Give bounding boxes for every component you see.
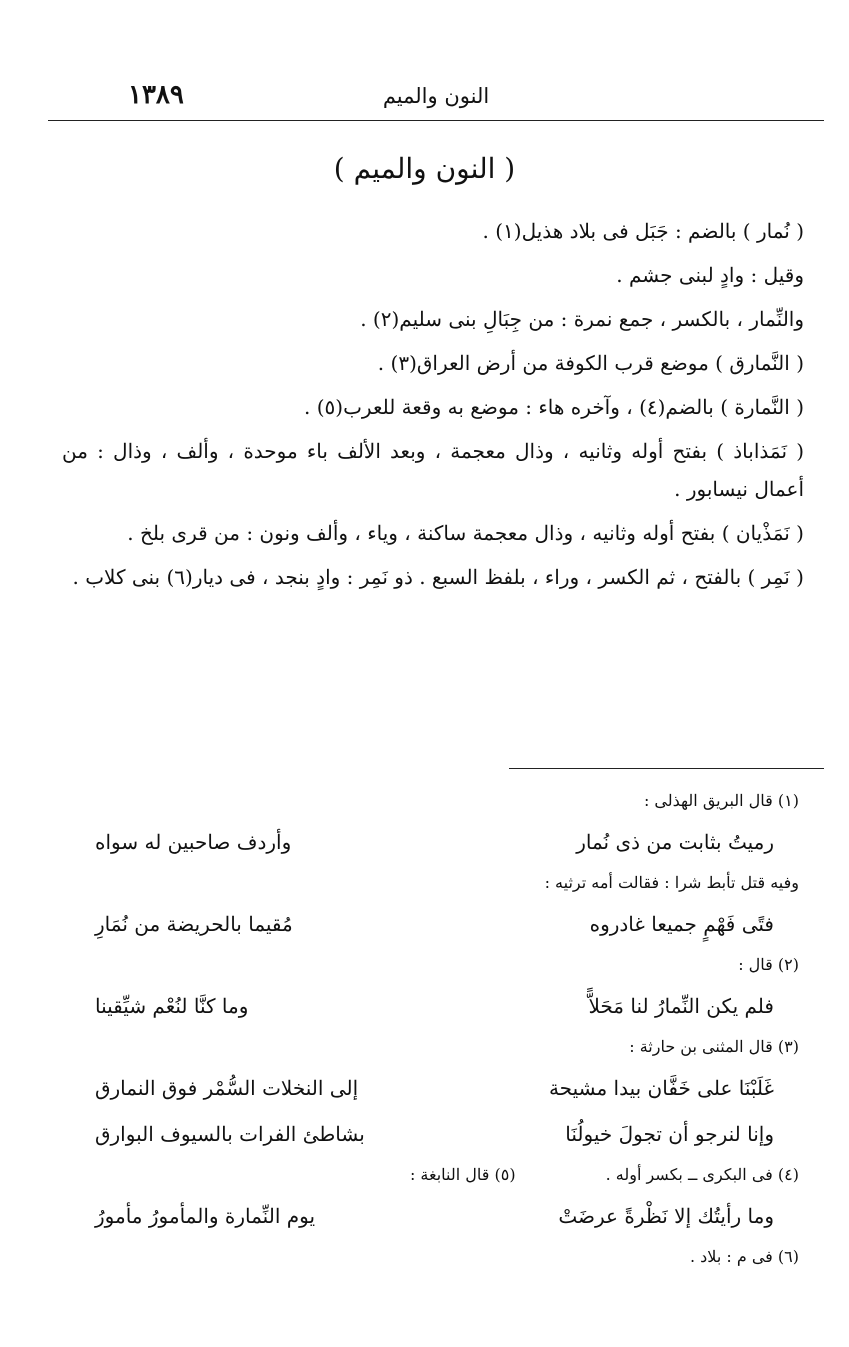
footnote-4: (٤) فى البكرى ــ بكسر أوله . xyxy=(605,1165,799,1184)
section-title: ( النون والميم ) xyxy=(333,152,516,185)
verse-hemistich: وما كنَّا لنُعْم شيِّقينا xyxy=(95,994,249,1018)
footnote-4-5-line xyxy=(90,1160,799,1190)
entry-numara: ( النَّمارة ) بالضم(٤) ، وآخره هاء : موضع به وقعة للعرب(٥) . xyxy=(304,395,804,419)
footnote-1-mid: وفيه قتل تأبط شرا : فقالت أمه ترثيه : xyxy=(544,873,799,892)
footnote-6: (٦) فى م : بلاد . xyxy=(689,1247,799,1266)
entry-nimar: والنِّمار ، بالكسر ، جمع نمرة : من جِبَالِ بنى سليم(٢) . xyxy=(360,307,804,331)
verse-hemistich: رميتُ بثابت من ذى نُمار xyxy=(576,830,774,854)
verse-hemistich: يوم النِّمارة والمأمورُ مأمورُ xyxy=(95,1204,316,1228)
verse-line xyxy=(90,1196,799,1236)
verse-hemistich: مُقيما بالحريضة من نُمَارِ xyxy=(95,912,293,936)
verse-line xyxy=(90,822,799,862)
verse-hemistich: غَلَبْنَا على خَفَّان بيدا مشيحة xyxy=(548,1076,774,1100)
footnote-rule xyxy=(509,768,824,769)
verse-line xyxy=(90,904,799,944)
running-title: النون والميم xyxy=(382,84,490,108)
page-header xyxy=(48,78,824,122)
verse-hemistich: إلى النخلات السُّمْر فوق النمارق xyxy=(95,1076,359,1100)
header-rule xyxy=(48,120,824,121)
verse-hemistich: بشاطئ الفرات بالسيوف البوارق xyxy=(95,1122,365,1146)
entry-namir: ( نَمِر ) بالفتح ، ثم الكسر ، وراء ، بلفظ السبع . ذو نَمِر : وادٍ بنجد ، فى ديار(٦) بنى كلاب . xyxy=(72,565,804,589)
entry-namadhyan: ( نَمَذْيان ) بفتح أوله وثانيه ، وذال معجمة ساكنة ، وياء ، وألف ونون : من قرى بلخ . xyxy=(127,521,804,545)
footnote-2-head: (٢) قال : xyxy=(738,955,799,974)
verse-hemistich: فلم يكن النِّمارُ لنا مَحَلاًّ xyxy=(588,994,774,1018)
entry-namadhabadh: ( نَمَذاباذ ) بفتح أوله وثانيه ، وذال معجمة ، وبعد الألف باء موحدة ، وألف ، وذال : من أعمال نيسابور . xyxy=(62,439,804,501)
verse-line xyxy=(90,1068,799,1108)
entries-body xyxy=(62,212,804,602)
entry-namariq: ( النَّمارق ) موضع قرب الكوفة من أرض العراق(٣) . xyxy=(377,351,804,375)
verse-hemistich: وأردف صاحبين له سواه xyxy=(95,830,292,854)
verse-hemistich: وإنا لنرجو أن تجولَ خيولُنَا xyxy=(565,1122,774,1146)
footnote-5-head: (٥) قال النابغة : xyxy=(409,1165,516,1184)
entry-numar: ( نُمار ) بالضم : جَبَل فى بلاد هذيل(١) . xyxy=(482,219,804,243)
verse-line xyxy=(90,1114,799,1154)
verse-line xyxy=(90,986,799,1026)
verse-hemistich: فتًى فَهْمٍ جميعا غادروه xyxy=(589,912,774,936)
verse-hemistich: وما رأيتُك إلا نَظْرةً عرضَتْ xyxy=(558,1204,774,1228)
page-number: ١٣٨٩ xyxy=(128,80,184,110)
footnotes xyxy=(90,780,799,1272)
footnote-1-head: (١) قال البريق الهذلى : xyxy=(643,791,799,810)
entry-numar-alt: وقيل : وادٍ لبنى جشم . xyxy=(616,263,804,287)
footnote-3-head: (٣) قال المثنى بن حارثة : xyxy=(629,1037,799,1056)
